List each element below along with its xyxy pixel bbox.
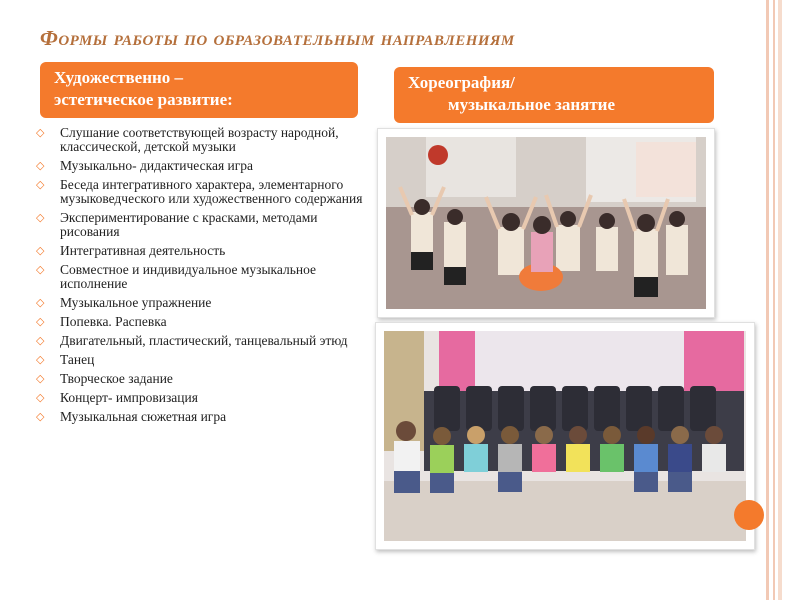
list-item — [36, 391, 366, 405]
dance-badge-line1: Хореография/ — [408, 73, 515, 92]
diamond-bullet-icon: ◇ — [36, 335, 45, 347]
list-item — [36, 263, 366, 291]
list-item-text: Танец — [60, 352, 95, 367]
list-item — [36, 410, 366, 424]
list-item-text: Совместное и индивидуальное музыкальное исполнение — [60, 262, 317, 291]
list-item-text: Беседа интегративного характера, элементарного музыковедческого или художественного содержания — [60, 177, 363, 206]
diamond-bullet-icon: ◇ — [36, 297, 45, 309]
list-item — [36, 211, 366, 239]
diamond-bullet-icon: ◇ — [36, 316, 45, 328]
list-item — [36, 178, 366, 206]
list-item-text: Экспериментирование с красками, методами рисования — [60, 210, 318, 239]
list-item-text: Слушание соответствующей возрасту народной, классической, детской музыки — [60, 125, 339, 154]
frame-stripe — [778, 0, 782, 600]
diamond-bullet-icon: ◇ — [36, 392, 45, 404]
activity-list — [36, 126, 366, 429]
frame-stripe — [766, 0, 769, 600]
list-item-text: Попевка. Распевка — [60, 314, 167, 329]
diamond-bullet-icon: ◇ — [36, 373, 45, 385]
dance-class-photo — [377, 128, 715, 318]
diamond-bullet-icon: ◇ — [36, 179, 45, 191]
frame-stripe — [773, 0, 775, 600]
diamond-bullet-icon: ◇ — [36, 160, 45, 172]
list-item-text: Двигательный, пластический, танцевальный этюд — [60, 333, 348, 348]
list-item — [36, 159, 366, 173]
decorative-circle — [734, 500, 764, 530]
diamond-bullet-icon: ◇ — [36, 264, 45, 276]
list-item — [36, 126, 366, 154]
diamond-bullet-icon: ◇ — [36, 245, 45, 257]
art-badge-line2: эстетическое развитие: — [54, 90, 233, 109]
diamond-bullet-icon: ◇ — [36, 127, 45, 139]
list-item-text: Интегративная деятельность — [60, 243, 226, 258]
list-item-text: Музыкальное упражнение — [60, 295, 212, 310]
list-item-text: Творческое задание — [60, 371, 173, 386]
list-item — [36, 372, 366, 386]
slide-title: Формы работы по образовательным направлениям — [40, 26, 515, 50]
dance-class-image — [386, 137, 706, 309]
dance-badge — [394, 67, 714, 123]
art-badge-line1: Художественно – — [54, 68, 184, 87]
list-item — [36, 296, 366, 310]
diamond-bullet-icon: ◇ — [36, 354, 45, 366]
seated-children-image — [384, 331, 746, 541]
diamond-bullet-icon: ◇ — [36, 212, 45, 224]
list-item — [36, 334, 366, 348]
diamond-bullet-icon: ◇ — [36, 411, 45, 423]
list-item-text: Музыкальная сюжетная игра — [60, 409, 227, 424]
list-item — [36, 315, 366, 329]
dance-badge-line2: музыкальное занятие — [448, 95, 616, 114]
seated-children-photo — [375, 322, 755, 550]
art-badge — [40, 62, 358, 118]
list-item-text: Концерт- импровизация — [60, 390, 198, 405]
list-item-text: Музыкально- дидактическая игра — [60, 158, 254, 173]
list-item — [36, 353, 366, 367]
list-item — [36, 244, 366, 258]
